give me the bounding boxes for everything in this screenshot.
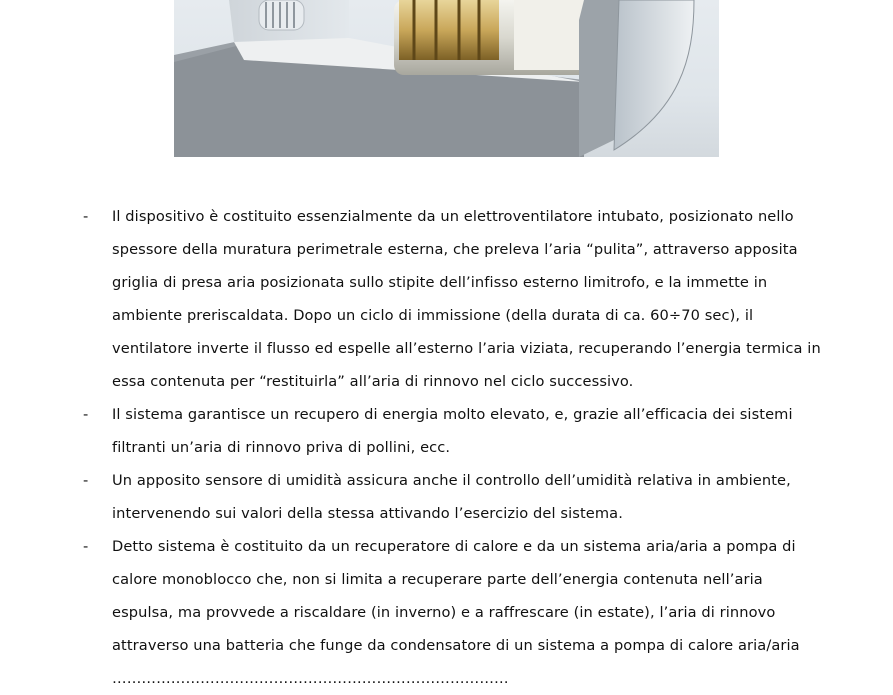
bullet-text xyxy=(112,398,843,464)
text-line: intervenendo sui valori della stessa attivando l’esercizio del sistema. xyxy=(112,505,623,522)
ventilation-unit-illustration xyxy=(174,0,719,157)
bullet-marker: - xyxy=(83,472,89,489)
bullet-text xyxy=(112,200,843,398)
bullet-marker: - xyxy=(83,406,89,423)
text-line: ambiente preriscaldata. Dopo un ciclo di immissione (della durata di ca. 60÷70 sec), il xyxy=(112,307,754,324)
text-line: essa contenuta per “restituirla” all’aria di rinnovo nel ciclo successivo. xyxy=(112,373,634,390)
text-line: Detto sistema è costituito da un recuperatore di calore e da un sistema aria/aria a pompa di xyxy=(112,538,796,555)
bullet-list xyxy=(83,200,843,695)
bullet-marker: - xyxy=(83,208,89,225)
bullet-text xyxy=(112,530,843,695)
text-line: Un apposito sensore di umidità assicura anche il controllo dell’umidità relativa in ambiente, xyxy=(112,472,791,489)
text-line: attraverso una batteria che funge da condensatore di un sistema a pompa di calore aria/aria xyxy=(112,637,800,654)
bullet-text xyxy=(112,464,843,530)
text-line: espulsa, ma provvede a riscaldare (in inverno) e a raffrescare (in estate), l’aria di rinnovo xyxy=(112,604,776,621)
bullet-item xyxy=(83,200,843,398)
text-line: filtranti un’aria di rinnovo priva di pollini, ecc. xyxy=(112,439,451,456)
text-line: Il dispositivo è costituito essenzialmente da un elettroventilatore intubato, posizionato nello xyxy=(112,208,794,225)
text-line: Il sistema garantisce un recupero di energia molto elevato, e, grazie all’efficacia dei sistemi xyxy=(112,406,793,423)
text-line: calore monoblocco che, non si limita a recuperare parte dell’energia contenuta nell’aria xyxy=(112,571,763,588)
cover-panel xyxy=(614,0,694,150)
bullet-marker: - xyxy=(83,538,89,555)
text-line: griglia di presa aria posizionata sullo stipite dell’infisso esterno limitrofo, e la immette in xyxy=(112,274,768,291)
text-line: ventilatore inverte il flusso ed espelle all’esterno l’aria viziata, recuperando l’energia termica in xyxy=(112,340,821,357)
bullet-item xyxy=(83,530,843,695)
ventilation-unit-drawing xyxy=(174,0,719,157)
fan-icon xyxy=(399,0,499,60)
bullet-item xyxy=(83,398,843,464)
text-line: ……………………………………………………………………… xyxy=(112,670,509,687)
bullet-item xyxy=(83,464,843,530)
text-line: spessore della muratura perimetrale esterna, che preleva l’aria “pulita”, attraverso apposita xyxy=(112,241,798,258)
grille-icon xyxy=(259,0,304,30)
